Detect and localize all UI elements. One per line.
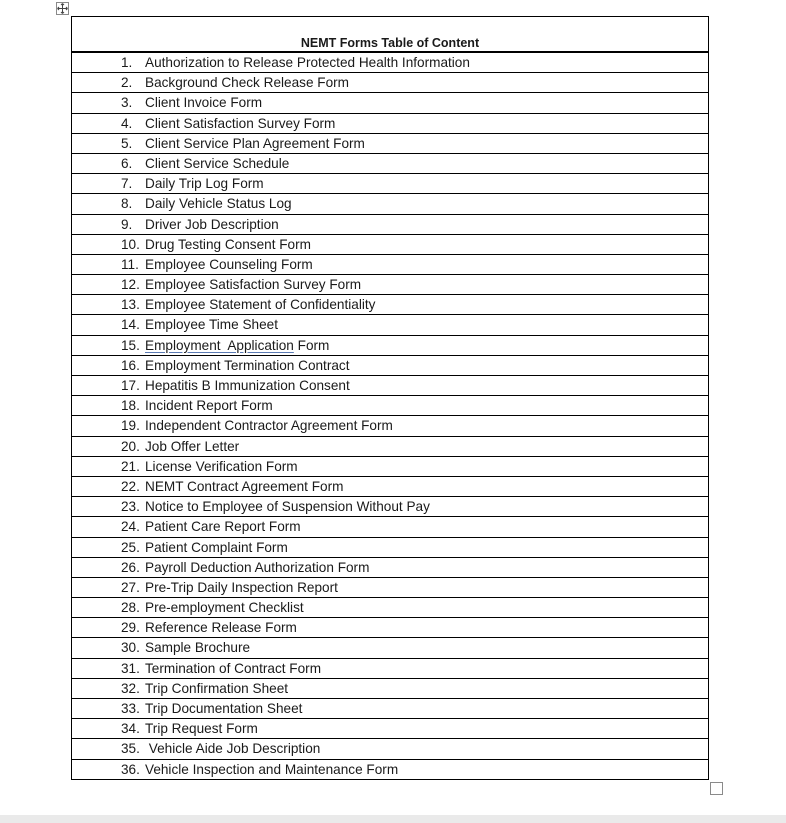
toc-item-label: Termination of Contract Form <box>145 660 322 676</box>
toc-row <box>72 679 708 699</box>
toc-item-number: 33. <box>121 701 140 716</box>
toc-row <box>72 578 708 598</box>
toc-item-label: Client Service Plan Agreement Form <box>145 135 365 151</box>
toc-item-label: Employee Satisfaction Survey Form <box>145 277 362 293</box>
toc-item-number: 23. <box>121 499 140 515</box>
toc-item-label: Payroll Deduction Authorization Form <box>145 559 370 575</box>
toc-item-number: 9. <box>121 216 133 232</box>
toc-item-label: Trip Request Form <box>145 721 258 737</box>
toc-row <box>72 295 708 315</box>
toc-row <box>72 134 708 154</box>
toc-item-label: Daily Vehicle Status Log <box>145 196 292 212</box>
toc-item-label: Client Invoice Form <box>145 95 263 111</box>
toc-item-number: 26. <box>121 559 140 575</box>
page-bottom-edge <box>0 815 786 823</box>
toc-item-number: 20. <box>121 438 140 454</box>
toc-item-label: Patient Complaint Form <box>145 539 288 555</box>
toc-item-number: 30. <box>121 640 140 656</box>
toc-row <box>72 174 708 194</box>
toc-item-number: 13. <box>121 297 140 313</box>
toc-item-label: Incident Report Form <box>145 398 273 414</box>
toc-row <box>72 618 708 638</box>
toc-item-number: 14. <box>121 317 140 333</box>
toc-row <box>72 659 708 679</box>
toc-row <box>72 760 708 780</box>
toc-item-label: Driver Job Description <box>145 216 279 232</box>
toc-item-number: 6. <box>121 155 133 171</box>
toc-item-number: 1. <box>121 55 133 70</box>
toc-item-label: Trip Documentation Sheet <box>145 701 303 716</box>
toc-item-number: 29. <box>121 620 140 636</box>
toc-row <box>72 739 708 759</box>
toc-item-number: 22. <box>121 478 140 494</box>
toc-row <box>72 194 708 214</box>
toc-rows <box>72 53 708 780</box>
toc-item-number: 24. <box>121 519 140 535</box>
toc-item-number: 7. <box>121 176 133 192</box>
toc-row <box>72 315 708 335</box>
toc-row <box>72 154 708 174</box>
toc-row <box>72 477 708 497</box>
toc-item-label: Background Check Release Form <box>145 75 349 91</box>
toc-row <box>72 396 708 416</box>
toc-item-label: Employment Termination Contract <box>145 357 350 373</box>
toc-item-label: Reference Release Form <box>145 620 297 636</box>
toc-item-label: Patient Care Report Form <box>145 519 301 535</box>
toc-item-number: 18. <box>121 398 140 414</box>
toc-row <box>72 93 708 113</box>
toc-item-number: 11. <box>121 256 139 272</box>
toc-item-number: 25. <box>121 539 140 555</box>
toc-item-number: 19. <box>121 418 140 434</box>
toc-item-number: 4. <box>121 115 133 131</box>
toc-item-label-suffix: Form <box>293 337 330 353</box>
toc-row <box>72 114 708 134</box>
toc-row <box>72 235 708 255</box>
toc-item-label: Employee Statement of Confidentiality <box>145 297 376 313</box>
toc-item-label: Job Offer Letter <box>145 438 240 454</box>
toc-row <box>72 215 708 235</box>
toc-row <box>72 719 708 739</box>
toc-item-number: 28. <box>121 600 140 616</box>
toc-item-number: 3. <box>121 95 133 111</box>
toc-item-label: Independent Contractor Agreement Form <box>145 418 393 434</box>
toc-item-number: 15. <box>121 337 140 353</box>
toc-item-label: Client Service Schedule <box>145 155 290 171</box>
toc-row <box>72 517 708 537</box>
toc-row <box>72 73 708 93</box>
toc-item-label-underlined: Employment Application <box>145 337 294 353</box>
toc-item-label: Notice to Employee of Suspension Without Pay <box>145 499 430 515</box>
toc-item-number: 5. <box>121 135 133 151</box>
toc-item-number: 16. <box>121 357 140 373</box>
toc-row <box>72 638 708 658</box>
toc-item-number: 17. <box>121 378 140 393</box>
toc-item-number: 21. <box>121 458 140 474</box>
toc-item-number: 32. <box>121 680 140 696</box>
toc-item-label: Employee Counseling Form <box>145 256 313 272</box>
toc-row <box>72 376 708 396</box>
toc-item-label: License Verification Form <box>145 458 298 474</box>
toc-item-number: 10. <box>121 236 140 252</box>
table-move-icon[interactable] <box>56 2 69 15</box>
toc-item-label: Drug Testing Consent Form <box>145 236 311 252</box>
table-title: NEMT Forms Table of Content <box>72 17 708 53</box>
toc-item-number: 35. <box>121 741 140 757</box>
toc-row <box>72 538 708 558</box>
toc-item-label: Trip Confirmation Sheet <box>145 680 289 696</box>
toc-row <box>72 336 708 356</box>
toc-row <box>72 558 708 578</box>
toc-item-label: Daily Trip Log Form <box>145 176 264 192</box>
toc-table <box>71 16 709 780</box>
toc-row <box>72 53 708 73</box>
toc-item-number: 36. <box>121 761 140 777</box>
toc-item-label: Pre-Trip Daily Inspection Report <box>145 579 338 595</box>
toc-item-label: Authorization to Release Protected Health Information <box>145 55 470 70</box>
table-resize-icon[interactable] <box>710 782 723 795</box>
toc-item-number: 27. <box>121 579 140 595</box>
toc-item-label: Vehicle Inspection and Maintenance Form <box>145 761 399 777</box>
toc-row <box>72 275 708 295</box>
toc-row <box>72 416 708 436</box>
toc-row <box>72 457 708 477</box>
toc-item-label: Client Satisfaction Survey Form <box>145 115 336 131</box>
toc-row <box>72 255 708 275</box>
toc-item-number: 34. <box>121 721 140 737</box>
toc-item-label: NEMT Contract Agreement Form <box>145 478 344 494</box>
toc-row <box>72 356 708 376</box>
toc-row <box>72 437 708 457</box>
toc-row <box>72 497 708 517</box>
toc-item-label: Pre-employment Checklist <box>145 600 304 616</box>
toc-row <box>72 598 708 618</box>
toc-item-number: 12. <box>121 277 140 293</box>
toc-item-label <box>145 337 329 355</box>
toc-item-number: 31. <box>121 660 140 676</box>
toc-item-number: 8. <box>121 196 133 212</box>
toc-item-label: Sample Brochure <box>145 640 251 656</box>
toc-item-number: 2. <box>121 75 133 91</box>
toc-item-label: Vehicle Aide Job Description <box>145 741 321 757</box>
toc-item-label: Hepatitis B Immunization Consent <box>145 378 350 393</box>
toc-row <box>72 699 708 719</box>
toc-item-label: Employee Time Sheet <box>145 317 278 333</box>
